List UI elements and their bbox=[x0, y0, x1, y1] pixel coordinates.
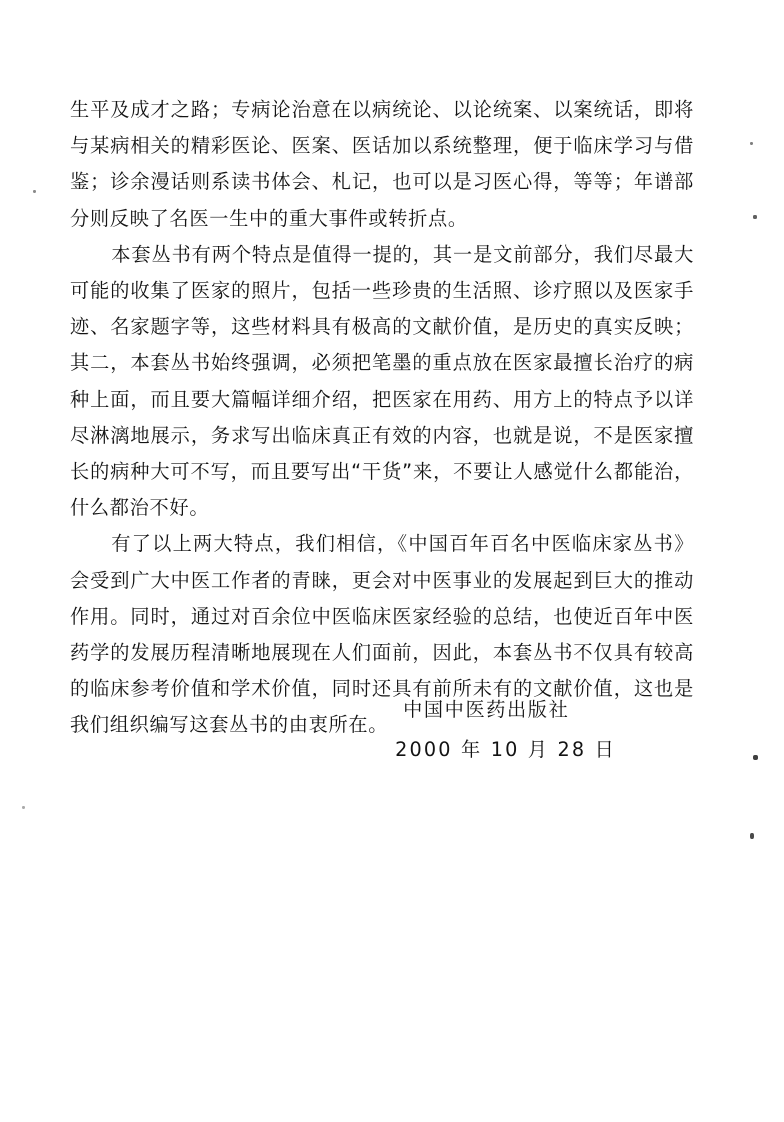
signature-block bbox=[395, 690, 616, 770]
speck-right-upper bbox=[750, 142, 753, 145]
paragraph-1: 生平及成才之路；专病论治意在以病统论、以论统案、以案统话，即将与某病相关的精彩医论、医案、医话加以系统整理，便于临床学习与借鉴；诊余漫话则系读书体会、札记，也可以是习医心得，等等；年谱部分则反映了名医一生中的重大事件或转折点。 bbox=[70, 98, 694, 230]
speck-right-lower bbox=[753, 755, 758, 760]
body-text-block bbox=[70, 92, 694, 744]
speck-right-bottom bbox=[750, 833, 754, 839]
signature-date: 2000 年 10 月 28 日 bbox=[395, 738, 616, 761]
paragraph-2: 本套丛书有两个特点是值得一提的，其一是文前部分，我们尽最大可能的收集了医家的照片，包括一些珍贵的生活照、诊疗照以及医家手迹、名家题字等，这些材料具有极高的文献价值，是历史的真实反映；其二，本套丛书始终强调，必须把笔墨的重点放在医家最擅长治疗的病种上面，而且要大篇幅详细介绍，把医家在用药、用方上的特点予以详尽淋漓地展示，务求写出临床真正有效的内容，也就是说，不是医家擅长的病种大可不写，而且要写出“干货”来，不要让人感觉什么都能治，什么都治不好。 bbox=[70, 242, 694, 520]
speck-left-lower bbox=[22, 806, 25, 809]
paragraph-3: 有了以上两大特点，我们相信，《中国百年百名中医临床家丛书》会受到广大中医工作者的青睐，更会对中医事业的发展起到巨大的推动作用。同时，通过对百余位中医临床医家经验的总结，也使近百年中医药学的发展历程清晰地展现在人们面前，因此，本套丛书不仅具有较高的临床参考价值和学术价值，同时还具有前所未有的文献价值，这也是我们组织编写这套丛书的由衷所在。 bbox=[70, 532, 694, 737]
speck-right-mid bbox=[753, 215, 757, 219]
publisher-name: 中国中医药出版社 bbox=[403, 698, 570, 721]
speck-left-margin bbox=[33, 190, 36, 193]
